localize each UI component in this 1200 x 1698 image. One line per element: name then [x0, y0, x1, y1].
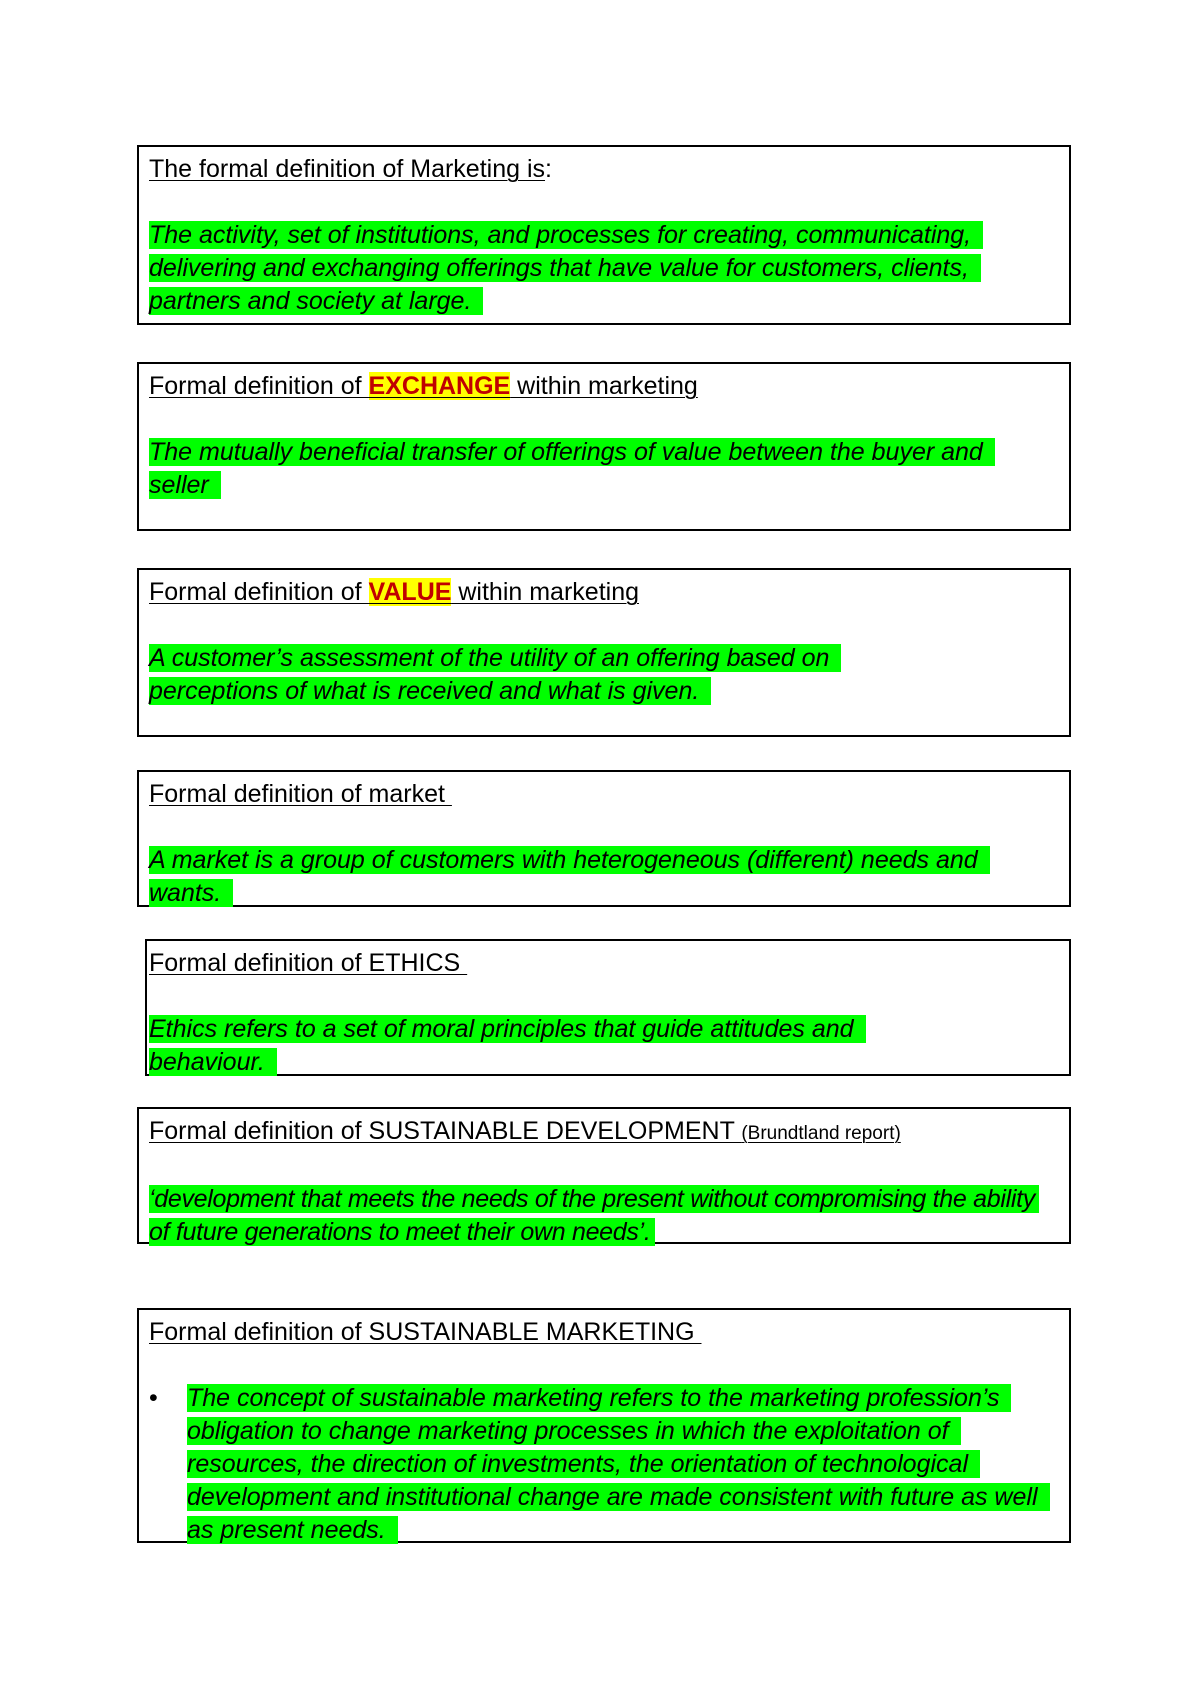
definition-sustainable-marketing	[187, 1382, 1059, 1547]
definition-box-value	[137, 568, 1071, 737]
definition-marketing	[149, 219, 1059, 318]
definition-box-marketing	[137, 145, 1071, 325]
heading-market: Formal definition of market	[149, 780, 452, 808]
definition-text: The mutually beneficial transfer of offerings of value between the buyer and seller	[149, 438, 995, 499]
definition-box-exchange	[137, 362, 1071, 531]
heading-marketing	[149, 153, 1059, 186]
definition-ethics	[149, 1013, 1059, 1079]
keyword-exchange: EXCHANGE	[368, 372, 511, 400]
definition-box-market	[137, 770, 1071, 907]
definition-text: A customer’s assessment of the utility of an offering based on perceptions of what is received and what is given.	[149, 644, 841, 705]
definition-text: The concept of sustainable marketing refers to the marketing profession’s obligation to change marketing processes in which the exploitation of resources, the direction of investments, the orientation of technological development and institutional change are made consistent with future as well as present needs.	[187, 1384, 1050, 1544]
definition-text: The activity, set of institutions, and processes for creating, communicating, delivering and exchanging offerings that have value for customers, clients, partners and society at large.	[149, 221, 983, 315]
definition-value	[149, 642, 1059, 708]
definition-exchange	[149, 436, 1059, 502]
heading-sustainable-marketing: Formal definition of SUSTAINABLE MARKETING	[149, 1318, 702, 1346]
definition-market	[149, 844, 1059, 910]
heading-prefix: Formal definition of	[149, 372, 369, 400]
heading-text: The formal definition of Marketing is	[149, 155, 546, 183]
heading-colon: :	[545, 155, 552, 183]
heading-ethics: Formal definition of ETHICS	[149, 949, 468, 977]
definition-text: A market is a group of customers with heterogeneous (different) needs and wants.	[149, 846, 990, 907]
keyword-value: VALUE	[368, 578, 452, 606]
source-note: (Brundtland report)	[741, 1123, 901, 1144]
definition-box-ethics	[145, 939, 1071, 1076]
heading-sustainable-development	[149, 1115, 1059, 1150]
heading-value	[149, 576, 1059, 609]
definition-sustainable-development	[149, 1183, 1059, 1249]
heading-exchange	[149, 370, 1059, 403]
heading-suffix: within marketing	[451, 578, 639, 606]
bullet-icon: •	[149, 1384, 158, 1412]
definition-box-sustainable-development	[137, 1107, 1071, 1244]
bullet-list-item	[149, 1382, 1059, 1547]
heading-prefix: Formal definition of	[149, 578, 369, 606]
definition-text: ‘development that meets the needs of the present without compromising the ability of future generations to meet their own needs’.	[149, 1185, 1039, 1246]
heading-suffix: within marketing	[510, 372, 698, 400]
definition-box-sustainable-marketing	[137, 1308, 1071, 1543]
definition-text: Ethics refers to a set of moral principles that guide attitudes and behaviour.	[149, 1015, 866, 1076]
heading-text: Formal definition of SUSTAINABLE DEVELOPMENT	[149, 1117, 742, 1145]
